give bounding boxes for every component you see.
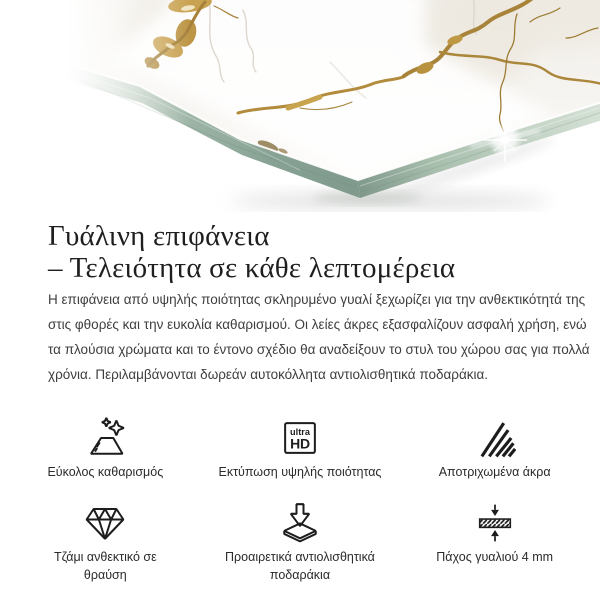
sparkle-clean-surface-icon	[84, 417, 126, 459]
feature-label: Προαιρετικά αντιολισθητικά ποδαράκια	[225, 550, 375, 582]
product-description-section	[0, 220, 600, 387]
feature-high-quality-print	[203, 417, 398, 481]
ultra-hd-icon	[279, 417, 321, 459]
ultra-text: ultra	[290, 426, 310, 437]
description-line: χρόνια. Περιλαμβάνονται δωρεάν αυτοκόλλητα αντιολισθητικά ποδαράκια.	[48, 367, 489, 382]
feature-anti-slip-feet	[203, 502, 398, 584]
feature-label: Τζάμι ανθεκτικό σε θραύση	[53, 550, 157, 582]
hd-text: HD	[290, 435, 310, 452]
page-title-line1: Γυάλινη επιφάνεια	[48, 220, 270, 252]
feature-label: Πάχος γυαλιού 4 mm	[436, 550, 554, 564]
feature-grid	[8, 417, 592, 584]
left-fade	[0, 0, 600, 212]
description-line: Η επιφάνεια από υψηλής ποιότητας σκληρυμένο γυαλί ξεχωρίζει για την ανθεκτικότητά της	[48, 292, 586, 307]
glass-thickness-icon	[474, 502, 516, 544]
product-photo	[0, 0, 600, 212]
feature-polished-edges	[397, 417, 592, 481]
diamond-icon	[84, 502, 126, 544]
polished-edges-icon	[474, 417, 516, 459]
feature-shatter-resistant	[8, 502, 203, 584]
feature-glass-thickness	[397, 502, 592, 584]
feature-label: Εύκολος καθαρισμός	[47, 465, 164, 479]
feature-label: Αποτριχωμένα άκρα	[438, 465, 551, 479]
feature-easy-cleaning	[8, 417, 203, 481]
description-line: στις φθορές και την ευκολία καθαρισμού. Οι λείες άκρες εξασφαλίζουν ασφαλή χρήση, ενώ	[48, 317, 587, 332]
page-title-line2: – Τελειότητα σε κάθε λεπτομέρεια	[48, 252, 456, 284]
feature-label: Εκτύπωση υψηλής ποιότητας	[218, 465, 382, 479]
anti-slip-feet-icon	[279, 502, 321, 544]
description-line: τα πλούσια χρώματα και το έντονο σχέδιο θα αναδείξουν το στυλ του χώρου σας για πολλά	[48, 342, 590, 357]
description-paragraph	[48, 284, 600, 387]
page-title	[48, 220, 600, 284]
